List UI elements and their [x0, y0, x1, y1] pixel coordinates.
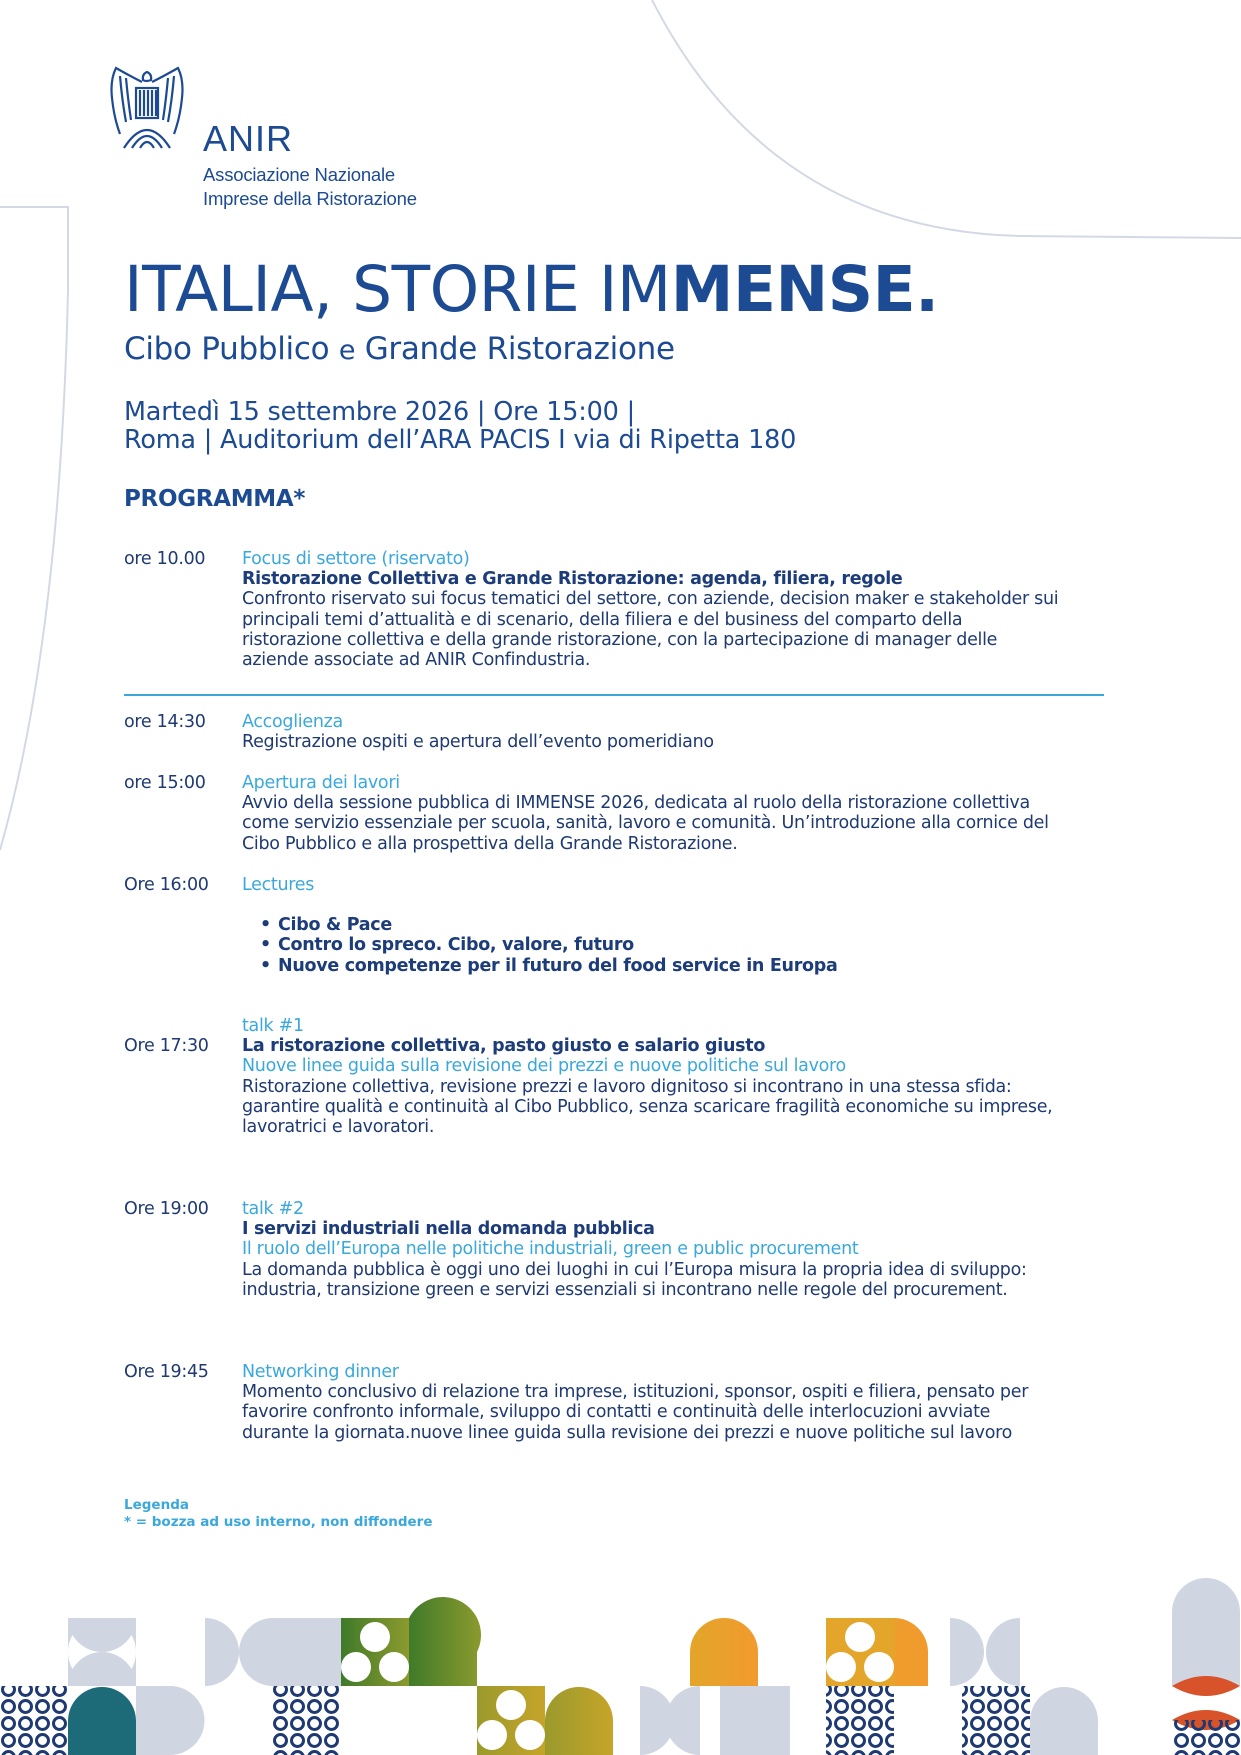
program-body-line: La domanda pubblica è oggi uno dei luoghi in cui l’Europa misura la propria idea di sviluppo: [242, 1259, 1027, 1280]
program-body-line: Confronto riservato sui focus tematici del settore, con aziende, decision maker e stakeholder sui [242, 589, 1059, 610]
section-divider [124, 694, 1104, 696]
program-label: Accoglienza [242, 712, 343, 732]
program-body-line: favorire confronto informale, sviluppo di contatti e continuità delle interlocuzioni avviate [242, 1402, 991, 1423]
legend [124, 1497, 433, 1531]
subtitle [124, 331, 675, 367]
program-content [242, 773, 1112, 854]
program-body-line: principali temi d’attualità e di scenario, della filiera e del business del comparto della [242, 609, 963, 630]
program-body-line: Registrazione ospiti e apertura dell’evento pomeridiano [242, 732, 714, 753]
program-label: talk #1 [242, 1016, 304, 1036]
subtitle-part2: Grande Ristorazione [364, 331, 675, 367]
program-heading: Ristorazione Collettiva e Grande Ristorazione: agenda, filiera, regole [242, 569, 903, 590]
program-heading: La ristorazione collettiva, pasto giusto e salario giusto [242, 1036, 766, 1057]
program-body-line: Avvio della sessione pubblica di IMMENSE 2026, dedicata al ruolo della ristorazione collettiva [242, 793, 1030, 814]
program-label: Focus di settore (riservato) [242, 549, 470, 569]
program-body-line: durante la giornata.nuove linee guida sulla revisione dei prezzi e nuove politiche sul lavoro [242, 1422, 1013, 1443]
program-content [242, 712, 1112, 752]
program-time: Ore 19:00 [124, 1199, 209, 1219]
program-time: Ore 16:00 [124, 875, 209, 895]
list-item: • Nuove competenze per il futuro del food service in Europa [260, 956, 1112, 976]
logo-name: ANIR [203, 118, 294, 159]
program-body-line: ristorazione collettiva e della grande ristorazione, con la partecipazione di manager delle [242, 629, 998, 650]
program-label: Networking dinner [242, 1362, 399, 1382]
event-date-line: Martedì 15 settembre 2026 | Ore 15:00 | [124, 397, 636, 427]
lecture-list [242, 915, 1112, 976]
program-heading: I servizi industriali nella domanda pubblica [242, 1219, 655, 1240]
program-body-line: Ristorazione collettiva, revisione prezzi e lavoro dignitoso si incontrano in una stessa sfida: [242, 1076, 1012, 1097]
eagle-emblem-icon [102, 66, 192, 156]
program-body-line: Momento conclusivo di relazione tra imprese, istituzioni, sponsor, ospiti e filiera, pensato per [242, 1382, 1029, 1403]
decorative-footer-pattern [0, 1545, 1241, 1755]
program-subheading: Nuove linee guida sulla revisione dei prezzi e nuove politiche sul lavoro [242, 1056, 846, 1077]
title-bold: MENSE. [670, 253, 939, 326]
list-item: • Cibo & Pace [260, 915, 1112, 935]
list-item: • Contro lo spreco. Cibo, valore, futuro [260, 935, 1112, 955]
subtitle-connector: e [338, 335, 356, 366]
program-content [242, 875, 1112, 976]
logo-subtitle-line1: Associazione Nazionale [203, 164, 396, 185]
program-subheading: Il ruolo dell’Europa nelle politiche industriali, green e public procurement [242, 1239, 859, 1260]
program-content [242, 1362, 1112, 1443]
program-content [242, 549, 1112, 670]
program-body-line: garantire qualità e continuità al Cibo Pubblico, senza scaricare fragilità economiche su imprese, [242, 1096, 1053, 1117]
program-label: talk #2 [242, 1199, 304, 1219]
program-label: Apertura dei lavori [242, 773, 400, 793]
page-title [124, 252, 939, 328]
program-body-line: aziende associate ad ANIR Confindustria. [242, 650, 591, 671]
event-venue-line: Roma | Auditorium dell’ARA PACIS I via di Ripetta 180 [124, 425, 797, 455]
subtitle-part1: Cibo Pubblico [124, 331, 330, 367]
legend-note: * = bozza ad uso interno, non diffondere [124, 1514, 433, 1530]
program-body-line: lavoratrici e lavoratori. [242, 1117, 435, 1138]
program-time: Ore 17:30 [124, 1036, 209, 1056]
program-time: Ore 19:45 [124, 1362, 209, 1382]
event-when-where [124, 398, 796, 454]
program-content [242, 1016, 1112, 1137]
program-label: Lectures [242, 875, 315, 895]
program-body-line: come servizio essenziale per scuola, sanità, lavoro e comunità. Un’introduzione alla cornice del [242, 813, 1049, 834]
logo-subtitle-line2: Imprese della Ristorazione [203, 188, 417, 209]
legend-title: Legenda [124, 1497, 189, 1513]
program-body-line: industria, transizione green e servizi essenziali si incontrano nelle regole del procurement. [242, 1279, 1008, 1300]
program-time: ore 14:30 [124, 712, 206, 732]
program-time: ore 15:00 [124, 773, 206, 793]
program-time: ore 10.00 [124, 549, 206, 569]
program-content [242, 1199, 1112, 1300]
program-body-line: Cibo Pubblico e alla prospettiva della Grande Ristorazione. [242, 833, 738, 854]
programma-heading: PROGRAMMA* [124, 486, 306, 512]
title-light: ITALIA, STORIE IM [124, 253, 671, 326]
